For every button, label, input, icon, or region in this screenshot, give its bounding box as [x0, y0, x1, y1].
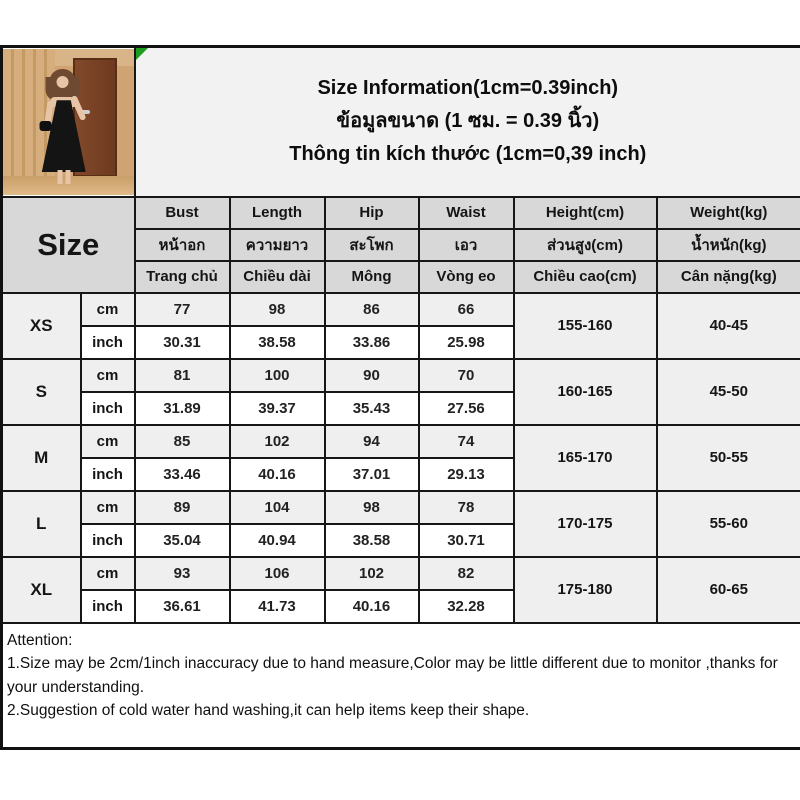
column-header-vi: Chiều cao(cm) [514, 261, 657, 293]
measurement-value: 35.43 [325, 392, 419, 425]
measurement-value: 100 [230, 359, 325, 392]
weight-range: 50-55 [657, 425, 800, 491]
measurement-value: 36.61 [135, 590, 230, 623]
column-header-en: Hip [325, 197, 419, 229]
unit-cell: cm [81, 491, 135, 524]
measurement-value: 32.28 [419, 590, 514, 623]
measurement-value: 81 [135, 359, 230, 392]
measurement-value: 66 [419, 293, 514, 326]
model-face [57, 76, 69, 88]
column-header-th: น้ำหนัก(kg) [657, 229, 800, 261]
measurement-value: 102 [325, 557, 419, 590]
measurement-value: 78 [419, 491, 514, 524]
measurement-value: 31.89 [135, 392, 230, 425]
measurement-value: 70 [419, 359, 514, 392]
column-header-th: เอว [419, 229, 514, 261]
attention-row [2, 623, 800, 749]
column-header-en: Height(cm) [514, 197, 657, 229]
column-header-th: หน้าอก [135, 229, 230, 261]
model-figure [36, 69, 92, 192]
unit-cell: inch [81, 326, 135, 359]
measurement-value: 102 [230, 425, 325, 458]
height-range: 170-175 [514, 491, 657, 557]
attention-item-1: 1.Size may be 2cm/1inch inaccuracy due to hand measure,Color may be little different due to monitor ,thanks for your understanding. [7, 655, 778, 696]
measurement-value: 38.58 [325, 524, 419, 557]
measurement-value: 30.31 [135, 326, 230, 359]
weight-range: 45-50 [657, 359, 800, 425]
height-range: 160-165 [514, 359, 657, 425]
size-label: M [2, 425, 81, 491]
unit-cell: cm [81, 293, 135, 326]
measurement-value: 93 [135, 557, 230, 590]
measurement-value: 25.98 [419, 326, 514, 359]
corner-flag-icon [136, 48, 148, 60]
weight-range: 40-45 [657, 293, 800, 359]
measurement-value: 33.46 [135, 458, 230, 491]
measurement-value: 39.37 [230, 392, 325, 425]
measurement-value: 40.94 [230, 524, 325, 557]
unit-cell: cm [81, 425, 135, 458]
measurement-value: 37.01 [325, 458, 419, 491]
column-header-en: Bust [135, 197, 230, 229]
column-header-vi: Chiều dài [230, 261, 325, 293]
title-thai: ข้อมูลขนาด (1 ซม. = 0.39 นิ้ว) [336, 110, 600, 133]
size-row-l-cm [2, 491, 800, 524]
height-range: 155-160 [514, 293, 657, 359]
measurement-value: 94 [325, 425, 419, 458]
header-row-english [2, 197, 800, 229]
measurement-value: 35.04 [135, 524, 230, 557]
weight-range: 55-60 [657, 491, 800, 557]
handbag [40, 121, 52, 131]
measurement-value: 30.71 [419, 524, 514, 557]
weight-range: 60-65 [657, 557, 800, 623]
measurement-value: 85 [135, 425, 230, 458]
measurement-value: 38.58 [230, 326, 325, 359]
column-header-th: ความยาว [230, 229, 325, 261]
column-header-en: Length [230, 197, 325, 229]
size-row-xl-cm [2, 557, 800, 590]
attention-item-2: 2.Suggestion of cold water hand washing,it can help items keep their shape. [7, 702, 530, 719]
size-label: L [2, 491, 81, 557]
attention-cell [2, 623, 800, 749]
title-english: Size Information(1cm=0.39inch) [317, 77, 619, 100]
measurement-value: 40.16 [325, 590, 419, 623]
measurement-value: 98 [230, 293, 325, 326]
measurement-value: 77 [135, 293, 230, 326]
unit-cell: inch [81, 590, 135, 623]
size-label: S [2, 359, 81, 425]
unit-cell: inch [81, 458, 135, 491]
size-label: XS [2, 293, 81, 359]
measurement-value: 89 [135, 491, 230, 524]
model-leg-left [58, 170, 63, 184]
size-chart-table [0, 45, 800, 750]
column-header-vi: Mông [325, 261, 419, 293]
measurement-value: 106 [230, 557, 325, 590]
size-row-s-cm [2, 359, 800, 392]
size-header-cell: Size [2, 197, 135, 293]
column-header-th: สะโพก [325, 229, 419, 261]
size-row-xs-cm [2, 293, 800, 326]
product-photo-cell [2, 47, 135, 197]
measurement-value: 40.16 [230, 458, 325, 491]
measurement-value: 74 [419, 425, 514, 458]
measurement-value: 41.73 [230, 590, 325, 623]
measurement-value: 27.56 [419, 392, 514, 425]
title-row [2, 47, 800, 197]
product-photo [3, 49, 134, 195]
unit-cell: inch [81, 392, 135, 425]
size-row-m-cm [2, 425, 800, 458]
measurement-value: 33.86 [325, 326, 419, 359]
unit-cell: cm [81, 359, 135, 392]
unit-cell: cm [81, 557, 135, 590]
model-leg-right [66, 170, 71, 184]
size-label: XL [2, 557, 81, 623]
measurement-value: 98 [325, 491, 419, 524]
column-header-vi: Cân nặng(kg) [657, 261, 800, 293]
column-header-vi: Vòng eo [419, 261, 514, 293]
attention-heading: Attention: [7, 631, 73, 649]
measurement-value: 104 [230, 491, 325, 524]
measurement-value: 86 [325, 293, 419, 326]
measurement-value: 90 [325, 359, 419, 392]
height-range: 165-170 [514, 425, 657, 491]
column-header-vi: Trang chủ [135, 261, 230, 293]
column-header-th: ส่วนสูง(cm) [514, 229, 657, 261]
column-header-en: Weight(kg) [657, 197, 800, 229]
title-cell [135, 47, 800, 197]
column-header-en: Waist [419, 197, 514, 229]
title-vietnamese: Thông tin kích thước (1cm=0,39 inch) [289, 143, 647, 166]
unit-cell: inch [81, 524, 135, 557]
measurement-value: 82 [419, 557, 514, 590]
height-range: 175-180 [514, 557, 657, 623]
measurement-value: 29.13 [419, 458, 514, 491]
